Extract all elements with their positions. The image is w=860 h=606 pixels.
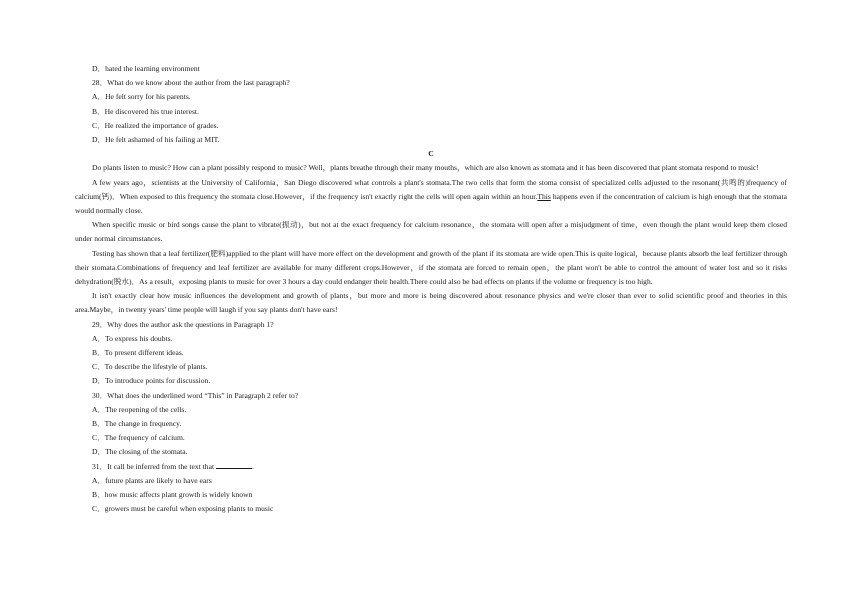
q28-option-b: B．He discovered his true interest. <box>92 106 199 116</box>
answer-blank <box>216 460 252 469</box>
q30-option-d: D．The closing of the stomata. <box>92 447 188 457</box>
q29-option-b: B．To present different ideas. <box>92 348 184 358</box>
q31-option-b: B．how music affects plant growth is widely known <box>92 490 253 500</box>
q27-option-d: D．hated the learning environment <box>92 64 200 73</box>
passage-paragraph-4: Testing has shown that a leaf fertilizer(肥料)applied to the plant will have more effect on the development and growth of the plant if its stomata are wide open.This is quite logical，because plants absorb the leaf fertilizer through their stomata.Combinations of frequency and leaf fertilizer are available for many different crops.However，if the stomata are forced to remain open，the plant won't be able to control the amount of water lost and so it risks dehydration(脱水)．As a result，exposing plants to music for over 3 hours a day could endanger their health.There could also be bad effects on plants if the volume or frequency is too high. <box>75 248 787 287</box>
q29-option-c: C．To describe the lifestyle of plants. <box>92 362 208 372</box>
passage-paragraph-2-start: A few years ago，scientists at the University of California，San Diego discovered what controls a plant's stomata.The two cells that form the stoma consist of specialized cells adjusted to the resonant(共鸣的)frequency of calcium(钙)．When exposed to this frequency the stomata close.However，if the frequency isn't exactly right the cells will open again within an hour. <box>75 177 787 201</box>
q30-option-b: B．The change in frequency. <box>92 419 182 429</box>
passage-paragraph-2-end: happens even if the concentration of calcium is high enough that the stomata would normally close. <box>75 191 787 216</box>
q30-stem: 30．What does the underlined word “This” in Paragraph 2 refer to? <box>92 390 299 400</box>
q31-stem-start: 31．It call be inferred from the text that <box>92 461 216 471</box>
passage-paragraph-3: When specific music or bird songs cause the plant to vibrate(振动)，but not at the exact frequency for calcium resonance，the stomata will open after a misjudgment of time，even though the plant would keep them closed under normal circumstances. <box>75 220 787 244</box>
passage-paragraph-1: Do plants listen to music? How can a plant possibly respond to music? Well，plants breathe through their many mouths，which are also known as stomata and it has been discovered that plant stomata respond to music! <box>92 163 759 173</box>
section-letter: C <box>428 149 434 159</box>
q30-option-c: C．The frequency of calcium. <box>92 433 185 443</box>
q31-option-a: A．future plants are likely to have ears <box>92 475 212 485</box>
passage-paragraph-2 <box>75 176 787 219</box>
q28-stem: 28．What do we know about the author from the last paragraph? <box>92 78 290 88</box>
q28-option-d: D．He felt ashamed of his failing at MIT. <box>92 135 220 145</box>
underlined-word-this: This <box>537 191 551 201</box>
q29-stem: 29．Why does the author ask the questions in Paragraph 1? <box>92 319 274 329</box>
q31-option-c: C．growers must be careful when exposing plants to music <box>92 504 274 514</box>
q31-stem <box>75 460 787 474</box>
q29-option-a: A．To express his doubts. <box>92 333 173 343</box>
passage-paragraph-5: It isn't exactly clear how music influences the development and growth of plants，but more and more is being discovered about resonance physics and we're closer than ever to solid scientific proof and theories in this area.Maybe，in twenty years' time people will laugh if you say plants don't have ears! <box>75 291 787 315</box>
q30-option-a: A．The reopening of the cells. <box>92 404 187 414</box>
q29-option-d: D．To introduce points for discussion. <box>92 376 211 386</box>
q31-stem-end: . <box>251 461 254 471</box>
q28-option-c: C．He realized the importance of grades. <box>92 120 219 130</box>
q28-option-a: A．He felt sorry for his parents. <box>92 92 191 102</box>
exam-content <box>75 62 787 517</box>
